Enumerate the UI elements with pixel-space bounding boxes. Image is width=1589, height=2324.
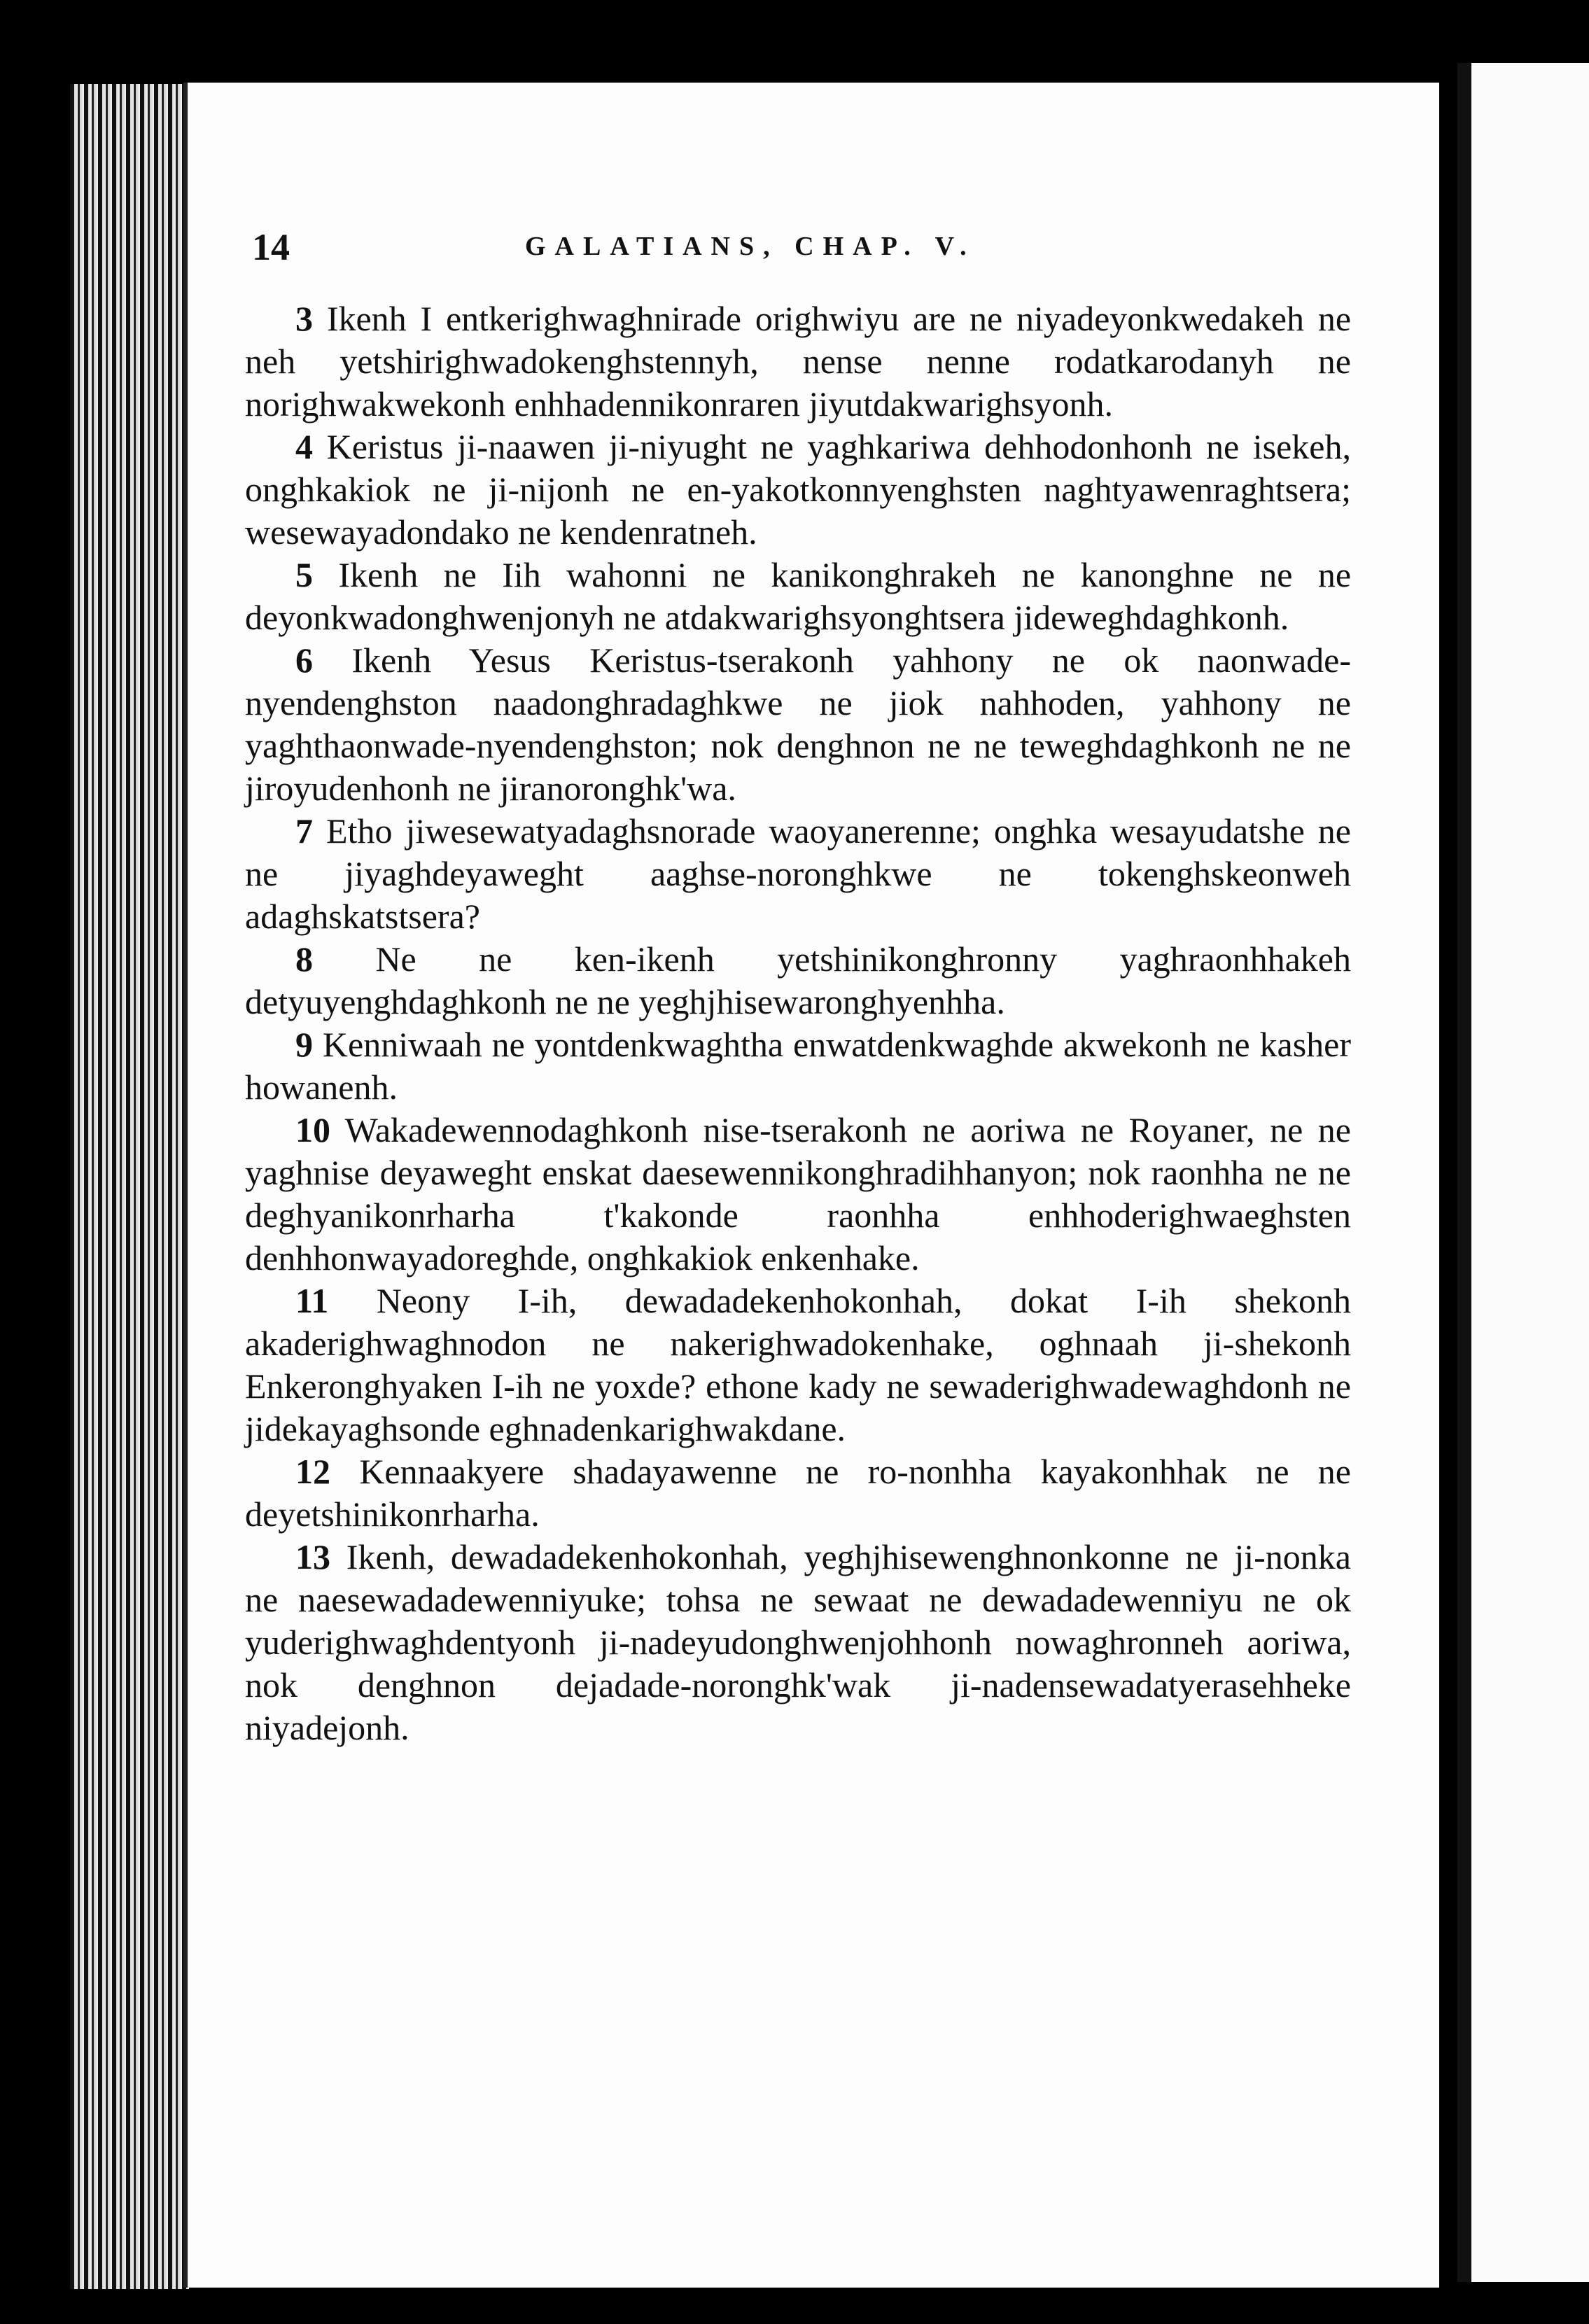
verse-number: 10 [295,1110,330,1149]
verse [245,1023,1351,1109]
verse-number: 13 [295,1537,330,1576]
verse-text: Ne ne ken-ikenh yetshinikonghronny yaghraonhhakeh detyuyenghdaghkonh ne ne yeghjhisewaronghyenhha. [245,939,1351,1021]
verse [245,938,1351,1023]
verse [245,554,1351,639]
verse-text: Kenniwaah ne yontdenkwaghtha enwatdenkwaghde akwekonh ne kasher howanenh. [245,1025,1351,1107]
verse-text: Ikenh Yesus Keristus-tserakonh yahhony ne ok naonwade-nyendenghston naadonghradaghkwe ne jiok nahhoden, yahhony ne yaghthaonwade-nyendenghston; nok denghnon ne ne teweghdaghkonh ne ne jiroyudenhonh ne jiranoronghk'wa. [245,640,1351,808]
verse-number: 7 [295,811,313,850]
verse [245,1109,1351,1280]
verse-text: Ikenh, dewadadekenhokonhah, yeghjhisewenghnonkonne ne ji-nonka ne naesewadadewenniyuke; tohsa ne sewaat ne dewadadewenniyu ne ok yuderighwaghdentyonh ji-nadeyudonghwenjohhonh nowaghronneh aoriwa, nok denghnon dejadade-noronghk'wak ji-nadensewadatyerasehheke niyadejonh. [245,1537,1352,1747]
verse [245,639,1351,810]
verse-number: 4 [295,427,313,466]
page-number: 14 [252,226,290,268]
verse-text: Ikenh ne Iih wahonni ne kanikonghrakeh ne kanonghne ne ne deyonkwadonghwenjonyh ne atdakwarighsyonghtsera jideweghdaghkonh. [245,555,1352,637]
verse [245,1450,1351,1536]
verse-number: 6 [295,640,313,680]
page-header [252,225,1358,274]
gutter-shadow [1464,63,1471,2282]
verse-text: Neony I-ih, dewadadekenhokonhah, dokat I-ih shekonh akaderighwaghnodon ne nakerighwadokenhake, oghnaah ji-shekonh Enkeronghyaken I-ih ne yoxde? ethone kady ne sewaderighwadewaghdonh ne jidekayaghsonde eghnadenkarighwakdane. [245,1281,1352,1448]
verse [245,810,1351,938]
verse [245,298,1351,426]
verse-text: Wakadewennodaghkonh nise-tserakonh ne aoriwa ne Royaner, ne ne yaghnise deyaweght enskat daesewennikonghradihhanyon; nok raonhha ne ne deghyanikonrharha t'kakonde raonhha enhhoderighwaeghsten denhhonwayadoreghde, onghkakiok enkenhake. [245,1110,1351,1278]
verse [245,1536,1351,1749]
verse-text: Keristus ji-naawen ji-niyught ne yaghkariwa dehhodonhonh ne isekeh, onghkakiok ne ji-nijonh ne en-yakotkonnyenghsten naghtyawenraghtsera; wesewayadondako ne kendenratneh. [245,427,1351,552]
running-head: GALATIANS, CHAP. V. [525,232,976,261]
verse-text: Kennaakyere shadayawenne ne ro-nonhha kayakonhhak ne ne deyetshinikonrharha. [245,1452,1352,1534]
verse-text: Etho jiwesewatyadaghsnorade waoyanerenne; onghka wesayudatshe ne ne jiyaghdeyaweght aaghse-noronghkwe ne tokenghskeonweh adaghskatstsera? [245,811,1352,936]
verse-number: 8 [295,939,313,979]
verse [245,426,1351,554]
page-fore-edge [70,84,189,2289]
verse-number: 11 [295,1281,329,1320]
verse-number: 5 [295,555,313,594]
verse-number: 3 [295,299,313,338]
next-page-edge [1457,63,1589,2282]
verse-number: 12 [295,1452,330,1491]
verse-text: Ikenh I entkerighwaghnirade orighwiyu are ne niyadeyonkwedakeh ne neh yetshirighwadokenghstennyh, nense nenne rodatkarodanyh ne norighwakwekonh enhhadennikonraren jiyutdakwarighsyonh. [245,299,1352,424]
body-text [245,298,1351,1749]
verse-number: 9 [295,1025,313,1064]
verse [245,1280,1351,1450]
